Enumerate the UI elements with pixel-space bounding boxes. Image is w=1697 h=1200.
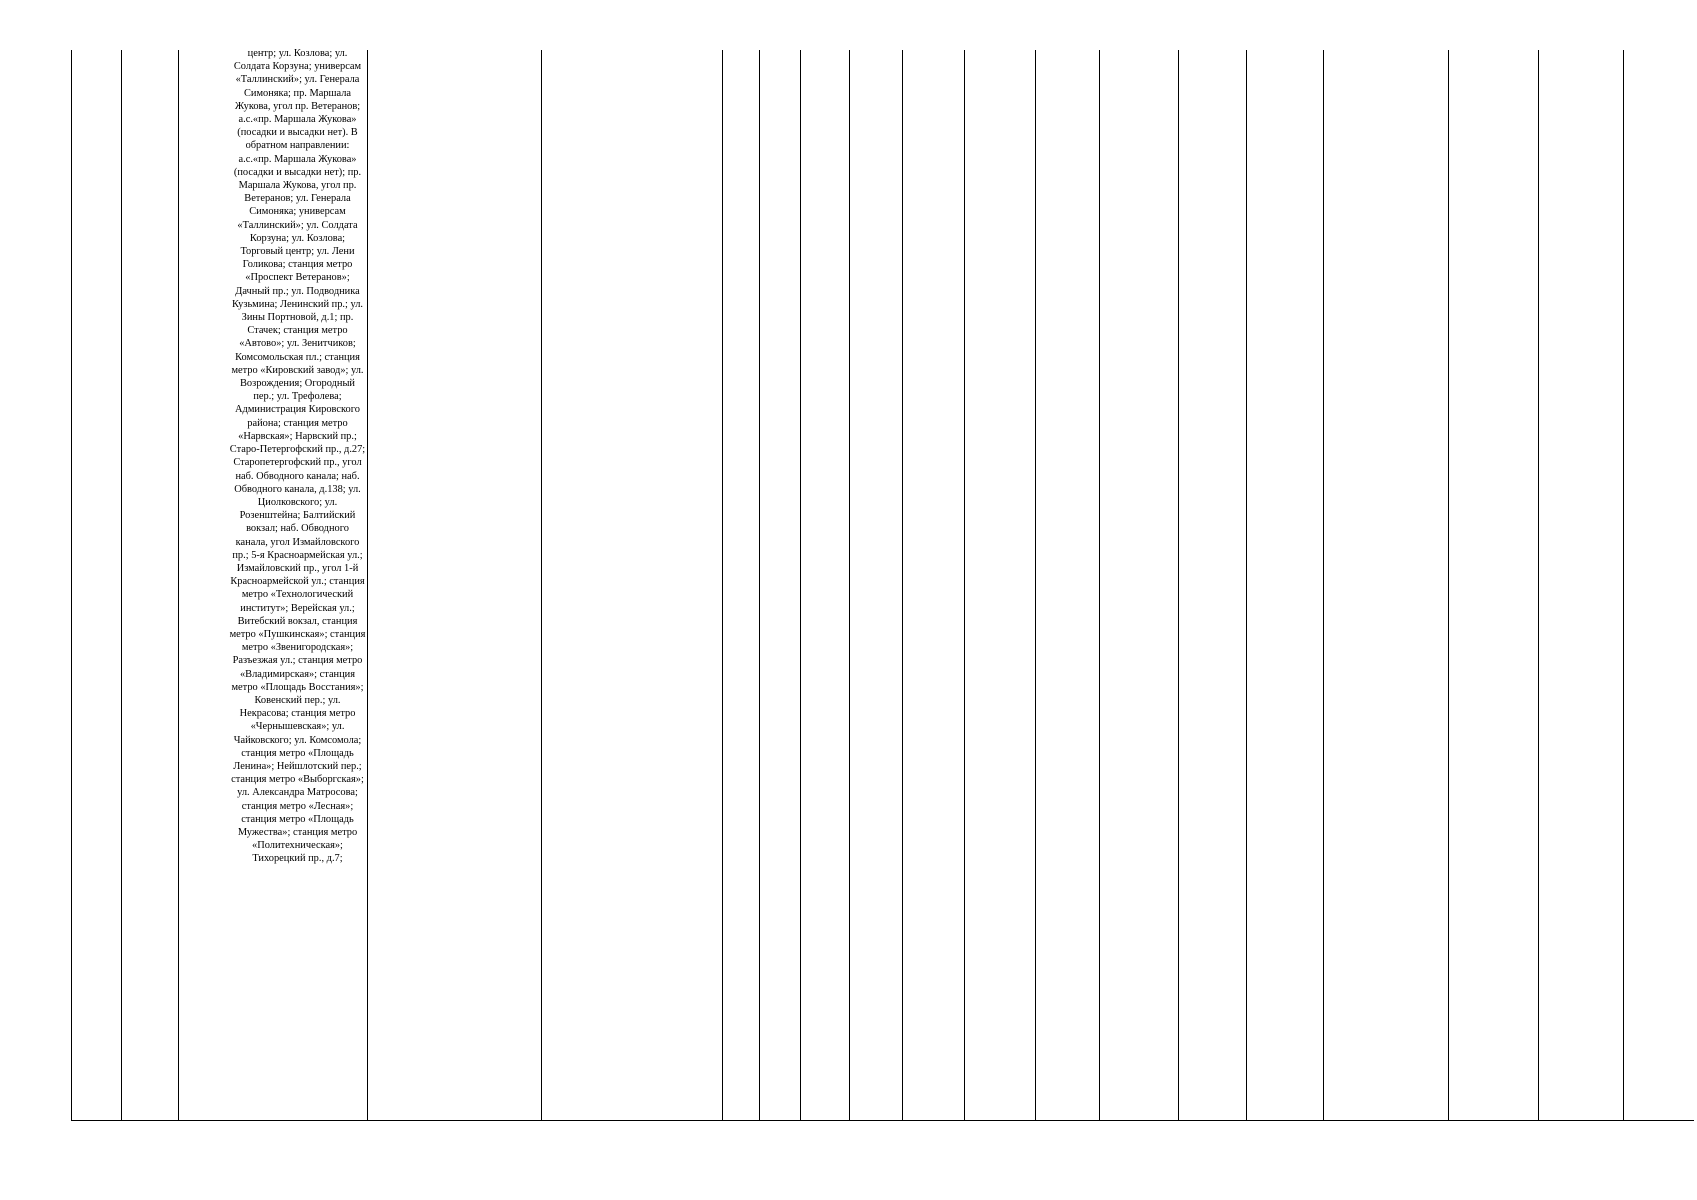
route-description-cell: центр; ул. Козлова; ул. Солдата Корзуна; универсам «Таллинский»; ул. Генерала Симоняка; пр. Маршала Жукова, угол пр. Ветеранов; а.с.«пр. Маршала Жукова» (посадки и высадки нет). В обратном направлении: а.с.«пр. Маршала Жукова» (посадки и высадки нет); пр. Маршала Жукова, угол пр. Ветеранов; ул. Генерала Симоняка; универсам «Таллинский»; ул. Солдата Корзуна; ул. Козлова; Торговый центр; ул. Лени Голикова; станция метро «Проспект Ветеранов»; Дачный пр.; ул. Подводника Кузьмина; Ленинский пр.; ул. Зины Портновой, д.1; пр. Стачек; станция метро «Автово»; ул. Зенитчиков; Комсомольская пл.; станция метро «Кировский завод»; ул. Возрождения; Огородный пер.; ул. Трефолева; Администрация Кировского района; станция метро «Нарвская»; Нарвский пр.; Старо-Петергофский пр., д.27; Старопетергофский пр., угол наб. Обводного канала; наб. Обводного канала, д.138; ул. Циолковского; ул. Розенштейна; Балтийский вокзал; наб. Обводного канала, угол Измайловского пр.; 5-я Красноармейская ул.; Измайловский пр., угол 1-й Красноармейской ул.; станция метро «Технологический институт»; Верейская ул.; Витебский вокзал, станция метро «Пушкинская»; станция метро «Звенигородская»; Разъезжая ул.; станция метро «Владимирская»; станция метро «Площадь Восстания»; Ковенский пер.; ул. Некрасова; станция метро «Чернышевская»; ул. Чайковского; ул. Комсомола; станция метро «Площадь Ленина»; Нейшлотский пер.; станция метро «Выборгская»; ул. Александра Матросова; станция метро «Лесная»; станция метро «Площадь Мужества»; станция метро «Политехническая»; Тихорецкий пр., д.7;	[229, 48, 366, 865]
column-border	[722, 50, 723, 1121]
column-border	[1538, 50, 1539, 1121]
column-border	[800, 50, 801, 1121]
route-table	[71, 50, 1694, 1121]
column-border	[1323, 50, 1324, 1121]
column-border	[1448, 50, 1449, 1121]
column-border	[1246, 50, 1247, 1121]
column-border	[1178, 50, 1179, 1121]
column-border	[964, 50, 965, 1121]
column-border	[367, 50, 368, 1121]
column-border	[849, 50, 850, 1121]
column-border	[71, 50, 72, 1121]
column-border	[759, 50, 760, 1121]
column-border	[1035, 50, 1036, 1121]
column-border	[121, 50, 122, 1121]
column-border	[1099, 50, 1100, 1121]
column-border	[902, 50, 903, 1121]
column-border	[1623, 50, 1624, 1121]
column-border	[178, 50, 179, 1121]
column-border	[541, 50, 542, 1121]
